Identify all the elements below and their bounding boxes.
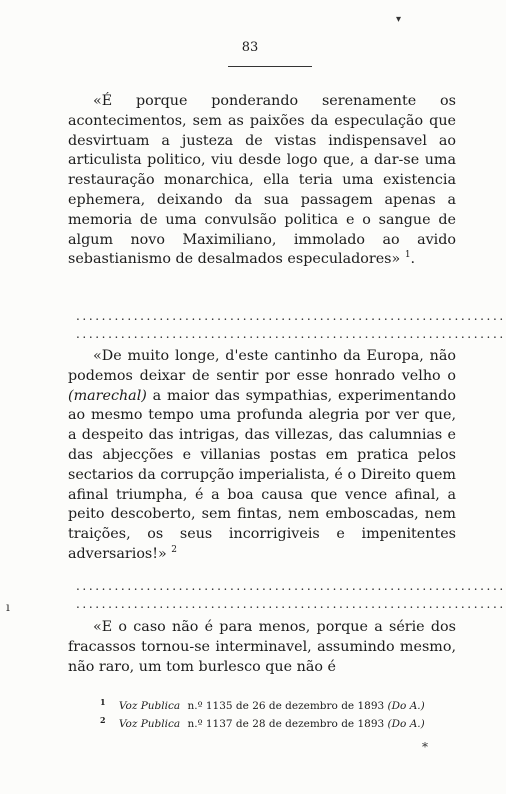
- quote-text: «De muito longe, d'este cantinho da Europa, não podemos deixar de sentir por esse honrado velho o: [68, 348, 456, 384]
- quote-text: «E o caso não é para menos, porque a série dos fracassos tornou-se interminavel, assumindo mesmo, não raro, um tom burlesco que não é: [68, 619, 456, 675]
- quote-text-continued: a maior das sympathias, experimentando ao mesmo tempo uma profunda alegria por ver que, a despeito das intrigas, das villezas, das calumnias e das abjecções e villanias postas em pratica pelos sectarios da corrupção imperialista, é o Direito quem afinal triumpha, é a boa causa que vence afinal, a peito descoberto, sem fintas, nem emboscadas, nem traições, os seus incorrigiveis e impenitentes adversarios!»: [68, 387, 456, 562]
- footnote-item: [100, 697, 460, 715]
- quote-paragraph-1: [68, 92, 456, 270]
- footnote-item: [100, 715, 460, 733]
- dotted-separator: ...................................................................: [76, 579, 506, 593]
- dotted-separator: ...................................................................: [76, 309, 506, 323]
- footnote-number: 1: [100, 696, 106, 707]
- footnotes: [100, 697, 460, 733]
- footnote-detail: n.º 1135 de 26 de dezembro de 1893: [187, 700, 385, 712]
- signature-mark: *: [422, 740, 428, 754]
- quote-text: «É porque ponderando serenamente os acontecimentos, sem as paixões da especulação que desvirtuam a justeza de vistas indispensavel ao articulista politico, viu desde logo que, a dar-se uma restauração monarchica, ella teria uma existencia ephemera, deixando da sua passagem apenas a memoria de uma convulsão politica e o sangue de algum novo Maximiliano, immolado ao avido sebastianismo de desalmados especuladores»: [68, 93, 456, 268]
- footnote-ref: 2: [171, 545, 178, 556]
- footnote-source: Voz Publica: [118, 700, 181, 712]
- footnote-ref: 1: [404, 250, 411, 261]
- page-number: 83: [241, 40, 259, 55]
- footnote-source: Voz Publica: [118, 718, 181, 730]
- footnote-editor: (Do A.): [387, 700, 425, 712]
- footnote-number: 2: [100, 714, 106, 725]
- quote-italic: (marechal): [68, 387, 147, 404]
- footnote-editor: (Do A.): [387, 718, 425, 730]
- footnote-detail: n.º 1137 de 28 de dezembro de 1893: [187, 718, 385, 730]
- header-rule: [228, 66, 312, 67]
- margin-mark: ı: [6, 600, 10, 614]
- quote-text-end: .: [410, 251, 416, 268]
- quote-paragraph-3: [68, 618, 456, 677]
- dotted-separator: ...................................................................: [76, 327, 506, 341]
- stray-mark: ▾: [396, 14, 402, 25]
- quote-paragraph-2: [68, 347, 456, 565]
- dotted-separator: ...................................................................: [76, 597, 506, 611]
